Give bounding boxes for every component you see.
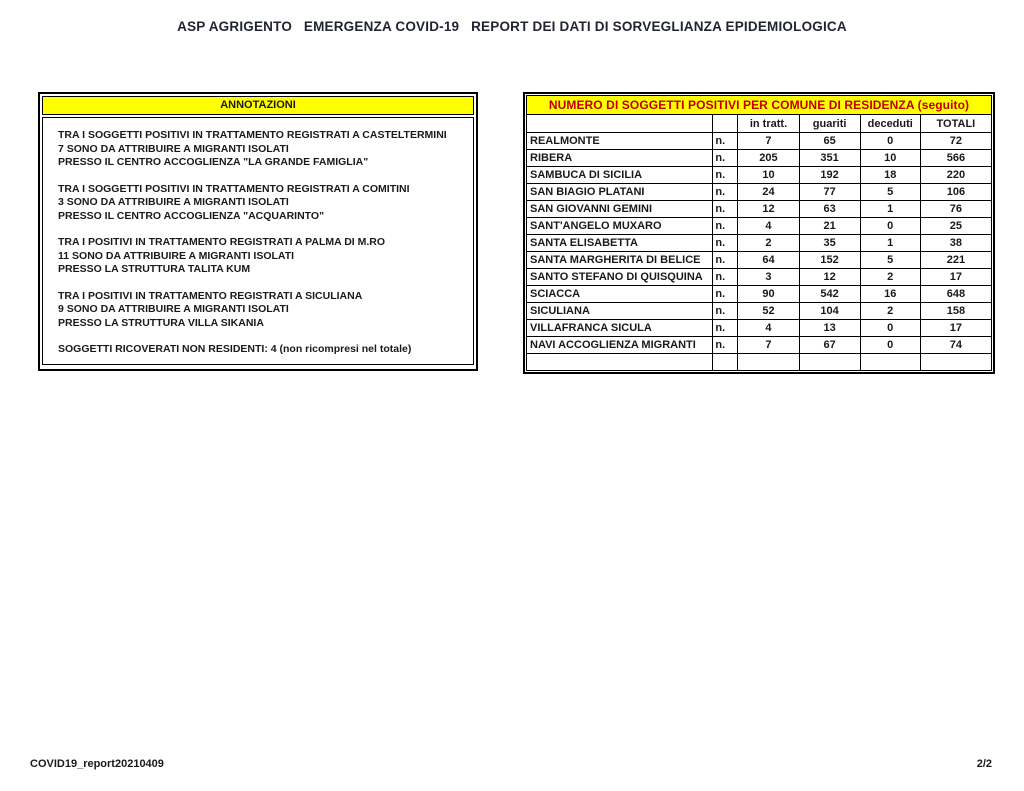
header-in-tratt: in tratt. <box>738 115 799 133</box>
totali-cell: 25 <box>920 218 991 235</box>
n-cell: n. <box>713 252 738 269</box>
table-row <box>527 303 992 320</box>
comune-cell: SANTO STEFANO DI QUISQUINA <box>527 269 713 286</box>
table-row <box>527 235 992 252</box>
annotation-line: PRESSO IL CENTRO ACCOGLIENZA "ACQUARINTO" <box>58 209 325 222</box>
n-cell: n. <box>713 235 738 252</box>
deceduti-cell: 5 <box>860 252 920 269</box>
totali-cell: 72 <box>920 133 991 150</box>
guariti-cell: 12 <box>799 269 860 286</box>
in-tratt-cell: 12 <box>738 201 799 218</box>
guariti-cell: 67 <box>799 337 860 354</box>
header-guariti: guariti <box>799 115 860 133</box>
comune-cell: NAVI ACCOGLIENZA MIGRANTI <box>527 337 713 354</box>
deceduti-cell: 0 <box>860 133 920 150</box>
n-cell: n. <box>713 218 738 235</box>
n-cell: n. <box>713 286 738 303</box>
in-tratt-cell: 4 <box>738 218 799 235</box>
deceduti-cell: 10 <box>860 150 920 167</box>
positives-table <box>526 95 992 371</box>
table-row <box>527 133 992 150</box>
table-row <box>527 320 992 337</box>
totali-cell: 648 <box>920 286 991 303</box>
annotation-line: PRESSO IL CENTRO ACCOGLIENZA "LA GRANDE FAMIGLIA" <box>58 156 369 168</box>
table-row <box>527 252 992 269</box>
annotation-line: SOGGETTI RICOVERATI NON RESIDENTI: 4 (non ricompresi nel totale) <box>58 343 412 355</box>
totali-cell: 74 <box>920 337 991 354</box>
deceduti-cell: 1 <box>860 235 920 252</box>
document-filename: COVID19_report20210409 <box>30 758 164 770</box>
empty-cell <box>527 354 713 371</box>
comune-cell: VILLAFRANCA SICULA <box>527 320 713 337</box>
page-title: ASP AGRIGENTO EMERGENZA COVID-19 REPORT DEI DATI DI SORVEGLIANZA EPIDEMIOLOGICA <box>177 19 847 34</box>
deceduti-cell: 5 <box>860 184 920 201</box>
n-cell: n. <box>713 269 738 286</box>
totali-cell: 76 <box>920 201 991 218</box>
comune-cell: REALMONTE <box>527 133 713 150</box>
positives-table-box <box>523 92 995 374</box>
n-cell: n. <box>713 303 738 320</box>
annotation-line: PRESSO LA STRUTTURA VILLA SIKANIA <box>58 316 264 329</box>
table-title-row <box>527 96 992 115</box>
totali-cell: 221 <box>920 252 991 269</box>
n-cell: n. <box>713 133 738 150</box>
in-tratt-cell: 7 <box>738 133 799 150</box>
annotation-line: TRA I POSITIVI IN TRATTAMENTO REGISTRATI A PALMA DI M.RO <box>58 236 386 248</box>
deceduti-cell: 16 <box>860 286 920 303</box>
guariti-cell: 13 <box>799 320 860 337</box>
annotation-line: TRA I POSITIVI IN TRATTAMENTO REGISTRATI A SICULIANA <box>58 289 363 302</box>
annotation-line: PRESSO LA STRUTTURA TALITA KUM <box>58 263 251 275</box>
guariti-cell: 152 <box>799 252 860 269</box>
empty-cell <box>920 354 991 371</box>
table-row <box>527 150 992 167</box>
annotation-paragraph <box>58 290 458 331</box>
annotation-line: 9 SONO DA ATTRIBUIRE A MIGRANTI ISOLATI <box>58 303 289 315</box>
comune-cell: SAMBUCA DI SICILIA <box>527 167 713 184</box>
n-cell: n. <box>713 150 738 167</box>
header-comune <box>527 115 713 133</box>
deceduti-cell: 0 <box>860 320 920 337</box>
n-cell: n. <box>713 320 738 337</box>
n-cell: n. <box>713 337 738 354</box>
totali-cell: 220 <box>920 167 991 184</box>
annotations-body <box>42 117 474 365</box>
table-row <box>527 201 992 218</box>
guariti-cell: 542 <box>799 286 860 303</box>
in-tratt-cell: 64 <box>738 252 799 269</box>
header-n <box>713 115 738 133</box>
table-row <box>527 167 992 184</box>
table-empty-row <box>527 354 992 371</box>
in-tratt-cell: 10 <box>738 167 799 184</box>
page-number: 2/2 <box>976 758 992 770</box>
empty-cell <box>799 354 860 371</box>
annotation-line: 7 SONO DA ATTRIBUIRE A MIGRANTI ISOLATI <box>58 142 289 155</box>
empty-cell <box>713 354 738 371</box>
comune-cell: SANTA MARGHERITA DI BELICE <box>527 252 713 269</box>
in-tratt-cell: 205 <box>738 150 799 167</box>
comune-cell: SANT'ANGELO MUXARO <box>527 218 713 235</box>
annotation-line: 11 SONO DA ATTRIBUIRE A MIGRANTI ISOLATI <box>58 249 295 262</box>
annotation-paragraph <box>58 129 458 170</box>
deceduti-cell: 0 <box>860 218 920 235</box>
deceduti-cell: 0 <box>860 337 920 354</box>
in-tratt-cell: 3 <box>738 269 799 286</box>
in-tratt-cell: 7 <box>738 337 799 354</box>
table-title: NUMERO DI SOGGETTI POSITIVI PER COMUNE DI RESIDENZA (seguito) <box>527 96 992 115</box>
in-tratt-cell: 24 <box>738 184 799 201</box>
annotations-header: ANNOTAZIONI <box>42 96 474 115</box>
guariti-cell: 35 <box>799 235 860 252</box>
annotation-paragraph <box>58 183 458 224</box>
deceduti-cell: 18 <box>860 167 920 184</box>
table-row <box>527 337 992 354</box>
table-row <box>527 218 992 235</box>
comune-cell: SANTA ELISABETTA <box>527 235 713 252</box>
totali-cell: 38 <box>920 235 991 252</box>
header-totali: TOTALI <box>920 115 991 133</box>
annotation-line: TRA I SOGGETTI POSITIVI IN TRATTAMENTO REGISTRATI A COMITINI <box>58 182 410 195</box>
in-tratt-cell: 2 <box>738 235 799 252</box>
n-cell: n. <box>713 167 738 184</box>
table-row <box>527 286 992 303</box>
table-header-row <box>527 115 992 133</box>
totali-cell: 106 <box>920 184 991 201</box>
annotation-paragraph <box>58 236 458 277</box>
guariti-cell: 63 <box>799 201 860 218</box>
guariti-cell: 21 <box>799 218 860 235</box>
empty-cell <box>738 354 799 371</box>
deceduti-cell: 2 <box>860 269 920 286</box>
deceduti-cell: 1 <box>860 201 920 218</box>
comune-cell: SAN BIAGIO PLATANI <box>527 184 713 201</box>
guariti-cell: 77 <box>799 184 860 201</box>
header-deceduti: deceduti <box>860 115 920 133</box>
n-cell: n. <box>713 184 738 201</box>
in-tratt-cell: 90 <box>738 286 799 303</box>
in-tratt-cell: 4 <box>738 320 799 337</box>
guariti-cell: 192 <box>799 167 860 184</box>
table-row <box>527 269 992 286</box>
annotation-line: 3 SONO DA ATTRIBUIRE A MIGRANTI ISOLATI <box>58 196 289 208</box>
guariti-cell: 65 <box>799 133 860 150</box>
n-cell: n. <box>713 201 738 218</box>
comune-cell: SICULIANA <box>527 303 713 320</box>
deceduti-cell: 2 <box>860 303 920 320</box>
totali-cell: 566 <box>920 150 991 167</box>
empty-cell <box>860 354 920 371</box>
annotation-paragraph <box>58 343 458 357</box>
comune-cell: RIBERA <box>527 150 713 167</box>
annotations-box <box>38 92 478 371</box>
guariti-cell: 104 <box>799 303 860 320</box>
guariti-cell: 351 <box>799 150 860 167</box>
comune-cell: SAN GIOVANNI GEMINI <box>527 201 713 218</box>
annotation-line: TRA I SOGGETTI POSITIVI IN TRATTAMENTO REGISTRATI A CASTELTERMINI <box>58 129 447 141</box>
totali-cell: 17 <box>920 320 991 337</box>
totali-cell: 158 <box>920 303 991 320</box>
comune-cell: SCIACCA <box>527 286 713 303</box>
in-tratt-cell: 52 <box>738 303 799 320</box>
totali-cell: 17 <box>920 269 991 286</box>
table-row <box>527 184 992 201</box>
